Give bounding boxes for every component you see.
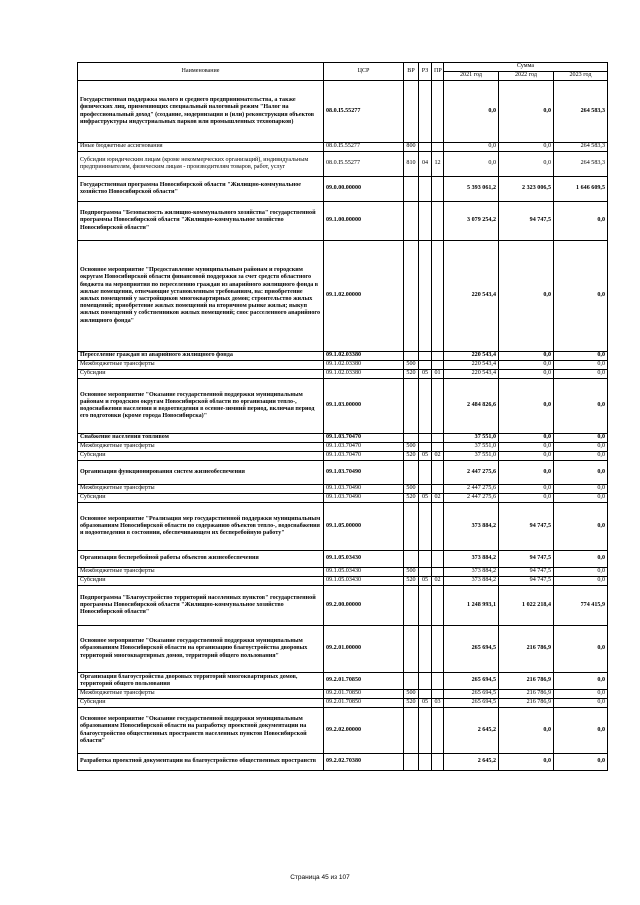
row-csr: 09.1.02.00000 — [324, 241, 404, 352]
row-sum-2022: 216 786,9 — [499, 673, 554, 690]
row-sum-2021: 373 884,2 — [444, 551, 499, 568]
row-vr: 520 — [404, 577, 419, 586]
row-pr — [432, 673, 444, 690]
table-row — [78, 568, 608, 577]
row-csr: 09.2.01.00000 — [324, 626, 404, 673]
header-csr: ЦСР — [324, 63, 404, 81]
row-sum-2023: 0,0 — [554, 577, 608, 586]
row-sum-2021: 37 551,0 — [444, 443, 499, 452]
row-rz — [419, 352, 432, 361]
row-rz — [419, 202, 432, 241]
table-row — [78, 690, 608, 699]
row-rz — [419, 626, 432, 673]
row-csr: 09.1.03.70470 — [324, 434, 404, 443]
row-rz: 05 — [419, 577, 432, 586]
header-year-2021: 2021 год — [444, 72, 499, 81]
row-vr — [404, 708, 419, 754]
row-sum-2022: 2 323 006,5 — [499, 177, 554, 202]
header-sum: Сумма — [444, 63, 608, 72]
row-name: Субсидии юридическим лицам (кроме некоммерческих организаций), индивидуальным предпринимателям, физическим лицам - производителям товаров, работ, услуг — [78, 152, 324, 177]
row-sum-2021: 0,0 — [444, 152, 499, 177]
row-rz — [419, 443, 432, 452]
row-pr — [432, 503, 444, 551]
row-name: Основное мероприятие "Предоставление муниципальным районам и городским округам Новосибирской области финансовой поддержки за счет средств областного бюджета на мероприятия по переселению граждан из аварийного жилищного фонда в жилые помещения, отвечающие установленным требованиям, на: приобретение жилых помещений у застройщиков многоквартирных домов; строительство жилых помещений; приобретение жилых помещений на вторичном рынке жилья; выкуп жилых помещений у собственников жилых помещений; снос расселенного аварийного жилищного фонда" — [78, 241, 324, 352]
row-sum-2022: 216 786,9 — [499, 626, 554, 673]
row-rz — [419, 81, 432, 143]
row-rz: 04 — [419, 152, 432, 177]
row-pr — [432, 461, 444, 485]
table-row — [78, 586, 608, 626]
row-rz: 05 — [419, 699, 432, 708]
row-csr: 09.1.05.00000 — [324, 503, 404, 551]
row-sum-2021: 2 447 275,6 — [444, 461, 499, 485]
row-sum-2022: 94 747,5 — [499, 577, 554, 586]
row-sum-2023: 264 583,3 — [554, 81, 608, 143]
row-pr — [432, 708, 444, 754]
row-pr — [432, 352, 444, 361]
row-vr: 500 — [404, 690, 419, 699]
row-vr — [404, 379, 419, 434]
row-name: Разработка проектной документации на благоустройство общественных пространств — [78, 754, 324, 771]
row-sum-2023: 0,0 — [554, 690, 608, 699]
row-vr — [404, 202, 419, 241]
row-rz — [419, 241, 432, 352]
row-sum-2022: 0,0 — [499, 352, 554, 361]
row-vr: 500 — [404, 568, 419, 577]
row-sum-2023: 0,0 — [554, 452, 608, 461]
row-pr — [432, 568, 444, 577]
row-csr: 09.1.05.03430 — [324, 551, 404, 568]
table-row — [78, 673, 608, 690]
row-csr: 09.1.02.03380 — [324, 361, 404, 370]
row-name: Межбюджетные трансферты — [78, 361, 324, 370]
row-rz — [419, 503, 432, 551]
row-csr: 09.2.02.70380 — [324, 754, 404, 771]
page-footer: Страница 45 из 107 — [290, 874, 350, 881]
row-sum-2023: 0,0 — [554, 361, 608, 370]
row-sum-2023: 0,0 — [554, 503, 608, 551]
row-sum-2023: 0,0 — [554, 461, 608, 485]
table-body — [78, 81, 608, 771]
row-sum-2021: 5 393 061,2 — [444, 177, 499, 202]
table-row — [78, 361, 608, 370]
row-name: Субсидии — [78, 699, 324, 708]
row-pr — [432, 143, 444, 152]
row-pr: 12 — [432, 152, 444, 177]
row-rz: 05 — [419, 452, 432, 461]
row-pr — [432, 690, 444, 699]
row-sum-2021: 3 079 254,2 — [444, 202, 499, 241]
row-csr: 09.2.01.70850 — [324, 699, 404, 708]
row-csr: 09.1.02.03380 — [324, 370, 404, 379]
row-sum-2021: 2 447 275,6 — [444, 494, 499, 503]
table-row — [78, 551, 608, 568]
row-vr — [404, 177, 419, 202]
row-sum-2023: 0,0 — [554, 568, 608, 577]
row-name: Субсидии — [78, 452, 324, 461]
row-sum-2022: 0,0 — [499, 754, 554, 771]
row-csr: 09.2.02.00000 — [324, 708, 404, 754]
row-sum-2022: 94 747,5 — [499, 202, 554, 241]
row-sum-2023: 0,0 — [554, 673, 608, 690]
row-pr — [432, 379, 444, 434]
row-rz — [419, 708, 432, 754]
row-pr: 02 — [432, 452, 444, 461]
row-sum-2022: 0,0 — [499, 370, 554, 379]
row-pr — [432, 626, 444, 673]
row-vr — [404, 241, 419, 352]
row-sum-2023: 1 646 609,5 — [554, 177, 608, 202]
row-sum-2021: 220 543,4 — [444, 352, 499, 361]
row-sum-2022: 94 747,5 — [499, 503, 554, 551]
row-vr: 500 — [404, 361, 419, 370]
row-vr — [404, 673, 419, 690]
row-sum-2021: 265 694,5 — [444, 673, 499, 690]
row-rz — [419, 551, 432, 568]
row-rz — [419, 379, 432, 434]
table-row — [78, 241, 608, 352]
row-vr: 500 — [404, 485, 419, 494]
row-sum-2022: 0,0 — [499, 452, 554, 461]
row-csr: 09.1.05.03430 — [324, 577, 404, 586]
row-sum-2021: 373 884,2 — [444, 577, 499, 586]
table-row — [78, 503, 608, 551]
row-vr: 520 — [404, 452, 419, 461]
row-vr: 520 — [404, 699, 419, 708]
table-row — [78, 452, 608, 461]
row-name: Межбюджетные трансферты — [78, 568, 324, 577]
row-vr — [404, 626, 419, 673]
row-sum-2021: 0,0 — [444, 143, 499, 152]
row-name: Основное мероприятие "Реализация мер государственной поддержки муниципальным образованиям Новосибирской области по содержанию объектов тепло-, водоснабжения и водоотведения в состоянии, обеспечивающем их бесперебойную работу" — [78, 503, 324, 551]
table-row — [78, 443, 608, 452]
row-name: Межбюджетные трансферты — [78, 485, 324, 494]
row-rz — [419, 586, 432, 626]
row-sum-2022: 1 022 218,4 — [499, 586, 554, 626]
row-name: Основное мероприятие "Оказание государственной поддержки муниципальным образованиям Новосибирской области на организацию благоустройства дворовых территорий многоквартирных домов, территорий общего пользования" — [78, 626, 324, 673]
row-rz — [419, 434, 432, 443]
row-name: Иные бюджетные ассигнования — [78, 143, 324, 152]
row-sum-2023: 0,0 — [554, 485, 608, 494]
row-vr: 810 — [404, 152, 419, 177]
table-row — [78, 352, 608, 361]
row-csr: 09.1.05.03430 — [324, 568, 404, 577]
row-rz — [419, 485, 432, 494]
row-sum-2022: 216 786,9 — [499, 699, 554, 708]
row-csr: 09.1.03.70470 — [324, 443, 404, 452]
row-name: Государственная поддержка малого и среднего предпринимательства, а также физических лиц, применяющих специальный налоговый режим "Налог на профессиональный доход" (создание, модернизация и (или) реконструкция объектов инфраструктуры индустриальных парков или промышленных технопарков) — [78, 81, 324, 143]
row-sum-2021: 220 543,4 — [444, 370, 499, 379]
table-row — [78, 202, 608, 241]
row-csr: 08.0.I5.55277 — [324, 143, 404, 152]
row-sum-2023: 774 415,9 — [554, 586, 608, 626]
row-sum-2023: 0,0 — [554, 443, 608, 452]
row-name: Межбюджетные трансферты — [78, 690, 324, 699]
row-csr: 08.0.I5.55277 — [324, 81, 404, 143]
row-vr — [404, 81, 419, 143]
row-pr — [432, 202, 444, 241]
row-pr — [432, 551, 444, 568]
table-row — [78, 81, 608, 143]
row-sum-2023: 0,0 — [554, 494, 608, 503]
row-rz — [419, 177, 432, 202]
table-row — [78, 177, 608, 202]
row-csr: 09.2.00.00000 — [324, 586, 404, 626]
row-sum-2023: 0,0 — [554, 352, 608, 361]
row-sum-2021: 265 694,5 — [444, 626, 499, 673]
row-rz — [419, 754, 432, 771]
row-sum-2023: 0,0 — [554, 699, 608, 708]
row-pr — [432, 586, 444, 626]
row-sum-2021: 220 543,4 — [444, 241, 499, 352]
row-csr: 09.1.03.70470 — [324, 452, 404, 461]
row-sum-2023: 264 583,3 — [554, 143, 608, 152]
table-row — [78, 699, 608, 708]
row-rz — [419, 568, 432, 577]
row-pr — [432, 81, 444, 143]
row-sum-2022: 0,0 — [499, 241, 554, 352]
table-row — [78, 626, 608, 673]
row-sum-2021: 2 645,2 — [444, 754, 499, 771]
row-name: Организация функционирования систем жизнеобеспечения — [78, 461, 324, 485]
row-sum-2022: 216 786,9 — [499, 690, 554, 699]
header-vr: ВР — [404, 63, 419, 81]
row-sum-2022: 0,0 — [499, 434, 554, 443]
row-vr — [404, 754, 419, 771]
row-pr — [432, 485, 444, 494]
row-csr: 09.1.03.70490 — [324, 461, 404, 485]
row-sum-2023: 0,0 — [554, 551, 608, 568]
row-sum-2021: 1 248 993,1 — [444, 586, 499, 626]
row-pr — [432, 754, 444, 771]
row-sum-2022: 0,0 — [499, 443, 554, 452]
row-sum-2022: 0,0 — [499, 152, 554, 177]
row-vr: 520 — [404, 494, 419, 503]
row-csr: 09.2.01.70850 — [324, 690, 404, 699]
row-rz — [419, 673, 432, 690]
header-year-2022: 2022 год — [499, 72, 554, 81]
row-name: Переселение граждан из аварийного жилищного фонда — [78, 352, 324, 361]
header-year-2023: 2023 год — [554, 72, 608, 81]
budget-table — [77, 62, 608, 771]
row-sum-2023: 0,0 — [554, 708, 608, 754]
row-name: Снабжение населения топливом — [78, 434, 324, 443]
row-sum-2021: 2 447 275,6 — [444, 485, 499, 494]
row-rz — [419, 461, 432, 485]
row-csr: 09.1.03.00000 — [324, 379, 404, 434]
row-sum-2022: 0,0 — [499, 708, 554, 754]
row-pr: 01 — [432, 370, 444, 379]
row-csr: 09.1.03.70490 — [324, 485, 404, 494]
row-pr: 02 — [432, 494, 444, 503]
row-sum-2022: 94 747,5 — [499, 568, 554, 577]
row-sum-2023: 0,0 — [554, 379, 608, 434]
row-sum-2021: 265 694,5 — [444, 699, 499, 708]
table-row — [78, 485, 608, 494]
row-vr: 500 — [404, 443, 419, 452]
header-pr: ПР — [432, 63, 444, 81]
row-name: Субсидии — [78, 494, 324, 503]
row-vr: 800 — [404, 143, 419, 152]
row-name: Межбюджетные трансферты — [78, 443, 324, 452]
row-vr — [404, 461, 419, 485]
row-sum-2021: 0,0 — [444, 81, 499, 143]
row-pr — [432, 443, 444, 452]
row-name: Государственная программа Новосибирской области "Жилищно-коммунальное хозяйство Новосибирской области" — [78, 177, 324, 202]
row-pr — [432, 241, 444, 352]
table-row — [78, 754, 608, 771]
row-vr — [404, 352, 419, 361]
row-sum-2022: 0,0 — [499, 81, 554, 143]
row-csr: 09.2.01.70850 — [324, 673, 404, 690]
row-sum-2022: 94 747,5 — [499, 551, 554, 568]
table-row — [78, 494, 608, 503]
row-vr — [404, 586, 419, 626]
table-header — [78, 63, 608, 81]
row-sum-2022: 0,0 — [499, 143, 554, 152]
row-vr: 520 — [404, 370, 419, 379]
row-csr: 08.0.I5.55277 — [324, 152, 404, 177]
budget-sheet — [77, 62, 607, 771]
table-row — [78, 461, 608, 485]
row-rz: 05 — [419, 370, 432, 379]
table-row — [78, 434, 608, 443]
row-name: Организация благоустройства дворовых территорий многоквартирных домов, территорий общего пользования — [78, 673, 324, 690]
row-rz — [419, 143, 432, 152]
row-sum-2021: 37 551,0 — [444, 434, 499, 443]
row-pr — [432, 177, 444, 202]
row-sum-2022: 0,0 — [499, 379, 554, 434]
row-pr: 02 — [432, 577, 444, 586]
row-sum-2022: 0,0 — [499, 494, 554, 503]
row-sum-2022: 0,0 — [499, 361, 554, 370]
row-csr: 09.1.03.70490 — [324, 494, 404, 503]
row-pr — [432, 361, 444, 370]
row-sum-2023: 0,0 — [554, 241, 608, 352]
table-row — [78, 708, 608, 754]
row-sum-2022: 0,0 — [499, 485, 554, 494]
row-pr: 03 — [432, 699, 444, 708]
header-name: Наименование — [78, 63, 324, 81]
row-vr — [404, 503, 419, 551]
row-rz: 05 — [419, 494, 432, 503]
table-row — [78, 577, 608, 586]
table-row — [78, 379, 608, 434]
table-row — [78, 143, 608, 152]
table-row — [78, 152, 608, 177]
row-name: Основное мероприятие "Оказание государственной поддержки муниципальным образованиям Новосибирской области на разработку проектной документации на благоустройство общественных пространств населенных пунктов Новосибирской области" — [78, 708, 324, 754]
row-name: Субсидии — [78, 370, 324, 379]
row-name: Подпрограмма "Безопасность жилищно-коммунального хозяйства" государственной программы Новосибирской области "Жилищно-коммунальное хозяйство Новосибирской области" — [78, 202, 324, 241]
row-sum-2021: 373 884,2 — [444, 503, 499, 551]
row-csr: 09.1.02.03380 — [324, 352, 404, 361]
row-csr: 09.0.00.00000 — [324, 177, 404, 202]
row-sum-2023: 0,0 — [554, 434, 608, 443]
row-csr: 09.1.00.00000 — [324, 202, 404, 241]
row-sum-2021: 2 645,2 — [444, 708, 499, 754]
header-rz: РЗ — [419, 63, 432, 81]
row-vr — [404, 551, 419, 568]
row-rz — [419, 690, 432, 699]
row-sum-2021: 265 694,5 — [444, 690, 499, 699]
row-name: Основное мероприятие "Оказание государственной поддержки муниципальным районам и городским округам Новосибирской области по организации тепло-, водоснабжения населения и водоотведения в осенне-зимний период, включая период его подготовки (кроме города Новосибирска)" — [78, 379, 324, 434]
row-sum-2021: 373 884,2 — [444, 568, 499, 577]
row-sum-2023: 0,0 — [554, 754, 608, 771]
row-sum-2023: 0,0 — [554, 370, 608, 379]
row-sum-2022: 0,0 — [499, 461, 554, 485]
row-pr — [432, 434, 444, 443]
table-row — [78, 370, 608, 379]
row-sum-2023: 0,0 — [554, 202, 608, 241]
row-vr — [404, 434, 419, 443]
row-sum-2023: 0,0 — [554, 626, 608, 673]
row-sum-2021: 2 484 826,6 — [444, 379, 499, 434]
row-sum-2023: 264 583,3 — [554, 152, 608, 177]
row-name: Субсидии — [78, 577, 324, 586]
row-rz — [419, 361, 432, 370]
row-name: Организация бесперебойной работы объектов жизнеобеспечения — [78, 551, 324, 568]
row-sum-2021: 37 551,0 — [444, 452, 499, 461]
row-name: Подпрограмма "Благоустройство территорий населенных пунктов" государственной программы Новосибирской области "Жилищно-коммунальное хозяйство Новосибирской области" — [78, 586, 324, 626]
row-sum-2021: 220 543,4 — [444, 361, 499, 370]
